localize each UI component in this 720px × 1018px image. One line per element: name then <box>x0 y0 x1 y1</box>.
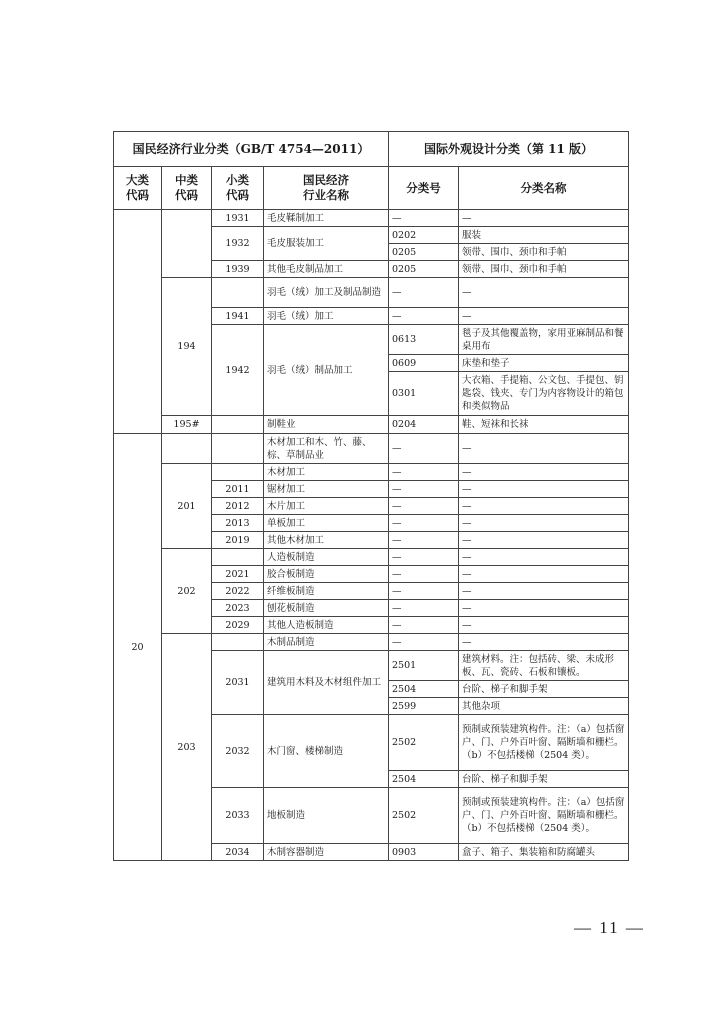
class-name-cell: 预制或预装建筑构件。注：（a）包括窗户、门、户外百叶窗、隔断墙和栅栏。（b）不包括楼梯（2504 类）。 <box>459 715 629 771</box>
industry-name-cell: 其他毛皮制品加工 <box>264 261 389 278</box>
industry-name-cell: 木片加工 <box>264 498 389 515</box>
class-number-cell: — <box>389 515 459 532</box>
minor-code-cell: 2033 <box>212 788 264 844</box>
class-name-cell: — <box>459 278 629 308</box>
table-row <box>114 278 629 308</box>
class-number-cell: — <box>389 532 459 549</box>
industry-name-cell: 其他木材加工 <box>264 532 389 549</box>
class-number-cell: — <box>389 434 459 464</box>
table-row <box>114 210 629 227</box>
mid-code-cell: 195# <box>162 416 212 434</box>
industry-name-cell: 木门窗、楼梯制造 <box>264 715 389 788</box>
class-number-cell: — <box>389 566 459 583</box>
class-name-cell: 毯子及其他覆盖物，家用亚麻制品和餐桌用布 <box>459 325 629 355</box>
class-number-cell: — <box>389 634 459 651</box>
minor-code-cell <box>212 634 264 651</box>
class-name-cell: 台阶、梯子和脚手架 <box>459 771 629 788</box>
class-number-cell: — <box>389 464 459 481</box>
minor-code-cell: 2011 <box>212 481 264 498</box>
industry-name-cell: 木材加工 <box>264 464 389 481</box>
class-name-cell: — <box>459 481 629 498</box>
minor-code-cell: 2031 <box>212 651 264 715</box>
industry-name-cell: 木制容器制造 <box>264 844 389 861</box>
class-number-cell: — <box>389 617 459 634</box>
mid-code-cell <box>162 434 212 464</box>
class-number-cell: — <box>389 308 459 325</box>
industry-name-cell: 制鞋业 <box>264 416 389 434</box>
class-number-cell: 0613 <box>389 325 459 355</box>
class-name-cell: — <box>459 634 629 651</box>
class-number-cell: 2502 <box>389 715 459 771</box>
class-name-cell: — <box>459 549 629 566</box>
class-number-cell: 0301 <box>389 372 459 416</box>
minor-code-cell: 2032 <box>212 715 264 788</box>
industry-name-cell: 羽毛（绒）加工 <box>264 308 389 325</box>
minor-code-cell: 2012 <box>212 498 264 515</box>
minor-code-cell: 2022 <box>212 583 264 600</box>
class-number-cell: — <box>389 549 459 566</box>
class-number-cell: 2599 <box>389 698 459 715</box>
minor-code-cell: 1941 <box>212 308 264 325</box>
class-name-cell: 大衣箱、手提箱、公文包、手提包、钥匙袋、钱夹、专门为内容物设计的箱包和类似物品 <box>459 372 629 416</box>
minor-code-cell: 1942 <box>212 325 264 416</box>
class-name-header: 分类名称 <box>459 167 629 210</box>
class-name-cell: — <box>459 600 629 617</box>
class-name-cell: — <box>459 308 629 325</box>
class-number-header: 分类号 <box>389 167 459 210</box>
class-name-cell: 预制或预装建筑构件。注：（a）包括窗户、门、户外百叶窗、隔断墙和栅栏。（b）不包括楼梯（2504 类）。 <box>459 788 629 844</box>
national-classification-header: 国民经济行业分类（GB/T 4754—2011） <box>114 132 389 167</box>
class-name-cell: — <box>459 532 629 549</box>
class-name-cell: 台阶、梯子和脚手架 <box>459 681 629 698</box>
minor-code-cell: 2013 <box>212 515 264 532</box>
minor-code-cell: 2021 <box>212 566 264 583</box>
page-number: — 11 — <box>574 918 645 937</box>
table-row <box>114 549 629 566</box>
minor-code-cell <box>212 278 264 308</box>
international-design-classification-header: 国际外观设计分类（第 11 版） <box>389 132 629 167</box>
class-number-cell: — <box>389 498 459 515</box>
table-row <box>114 634 629 651</box>
minor-code-cell: 2029 <box>212 617 264 634</box>
class-number-cell: 2504 <box>389 681 459 698</box>
major-code-cell <box>114 210 162 434</box>
class-number-cell: — <box>389 600 459 617</box>
class-number-cell: 2501 <box>389 651 459 681</box>
minor-code-header: 小类 代码 <box>212 167 264 210</box>
class-name-cell: 建筑材料。注：包括砖、梁、未成形板、瓦、瓷砖、石板和镶板。 <box>459 651 629 681</box>
class-number-cell: 0202 <box>389 227 459 244</box>
class-number-cell: — <box>389 583 459 600</box>
minor-code-cell: 1931 <box>212 210 264 227</box>
table-row <box>114 434 629 464</box>
minor-code-cell <box>212 416 264 434</box>
industry-name-cell: 其他人造板制造 <box>264 617 389 634</box>
class-name-cell: — <box>459 515 629 532</box>
industry-name-cell: 地板制造 <box>264 788 389 844</box>
class-number-cell: 0204 <box>389 416 459 434</box>
minor-code-cell: 2019 <box>212 532 264 549</box>
minor-code-cell <box>212 434 264 464</box>
class-name-cell: — <box>459 464 629 481</box>
class-number-cell: 2502 <box>389 788 459 844</box>
class-name-cell: — <box>459 498 629 515</box>
major-code-header: 大类 代码 <box>114 167 162 210</box>
minor-code-cell: 1939 <box>212 261 264 278</box>
class-number-cell: 0609 <box>389 355 459 372</box>
industry-name-cell: 木制品制造 <box>264 634 389 651</box>
class-number-cell: — <box>389 278 459 308</box>
class-number-cell: — <box>389 481 459 498</box>
table-row <box>114 416 629 434</box>
industry-name-header: 国民经济 行业名称 <box>264 167 389 210</box>
industry-name-cell: 锯材加工 <box>264 481 389 498</box>
industry-name-cell: 羽毛（绒）制品加工 <box>264 325 389 416</box>
industry-name-cell: 木材加工和木、竹、藤、棕、草制品业 <box>264 434 389 464</box>
mid-code-cell: 201 <box>162 464 212 549</box>
class-number-cell: 0903 <box>389 844 459 861</box>
class-name-cell: 盒子、箱子、集装箱和防腐罐头 <box>459 844 629 861</box>
class-name-cell: 服装 <box>459 227 629 244</box>
minor-code-cell <box>212 549 264 566</box>
major-code-cell: 20 <box>114 434 162 861</box>
minor-code-cell: 2034 <box>212 844 264 861</box>
industry-name-cell: 纤维板制造 <box>264 583 389 600</box>
mid-code-cell: 202 <box>162 549 212 634</box>
class-name-cell: 鞋、短袜和长袜 <box>459 416 629 434</box>
class-name-cell: 领带、围巾、颈巾和手帕 <box>459 244 629 261</box>
class-name-cell: 领带、围巾、颈巾和手帕 <box>459 261 629 278</box>
minor-code-cell: 1932 <box>212 227 264 261</box>
class-name-cell: — <box>459 583 629 600</box>
class-number-cell: — <box>389 210 459 227</box>
industry-name-cell: 毛皮鞣制加工 <box>264 210 389 227</box>
class-name-cell: — <box>459 566 629 583</box>
industry-name-cell: 胶合板制造 <box>264 566 389 583</box>
mid-code-cell: 203 <box>162 634 212 861</box>
class-number-cell: 0205 <box>389 244 459 261</box>
table-row <box>114 464 629 481</box>
class-name-cell: 床垫和垫子 <box>459 355 629 372</box>
class-number-cell: 0205 <box>389 261 459 278</box>
industry-name-cell: 羽毛（绒）加工及制品制造 <box>264 278 389 308</box>
class-number-cell: 2504 <box>389 771 459 788</box>
class-name-cell: — <box>459 434 629 464</box>
industry-name-cell: 刨花板制造 <box>264 600 389 617</box>
minor-code-cell: 2023 <box>212 600 264 617</box>
industry-name-cell: 单板加工 <box>264 515 389 532</box>
classification-table <box>113 131 629 861</box>
industry-name-cell: 毛皮服装加工 <box>264 227 389 261</box>
class-name-cell: — <box>459 210 629 227</box>
minor-code-cell <box>212 464 264 481</box>
industry-name-cell: 人造板制造 <box>264 549 389 566</box>
mid-code-header: 中类 代码 <box>162 167 212 210</box>
class-name-cell: 其他杂项 <box>459 698 629 715</box>
mid-code-cell <box>162 210 212 278</box>
industry-name-cell: 建筑用木料及木材组件加工 <box>264 651 389 715</box>
mid-code-cell: 194 <box>162 278 212 416</box>
class-name-cell: — <box>459 617 629 634</box>
